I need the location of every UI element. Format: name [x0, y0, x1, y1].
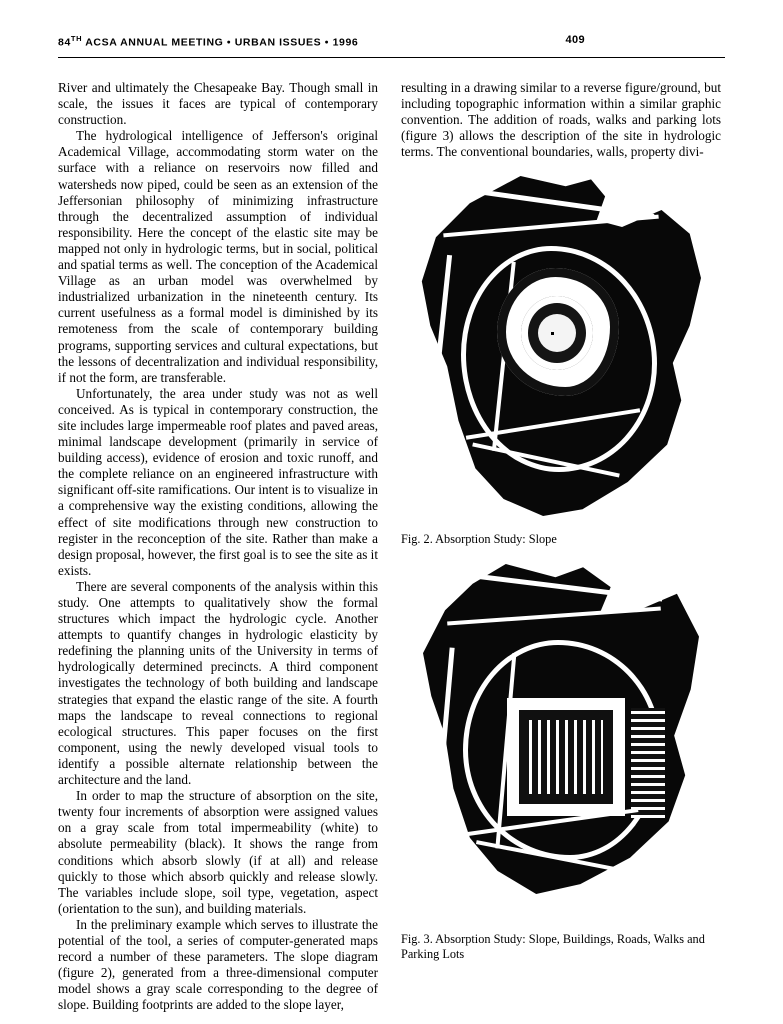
map-inner-core	[538, 314, 576, 352]
paragraph: There are several components of the analysis within this study. One attempts to qualitatively show the formal structures which impact the hydrologic cycle. Another attempts to quantify changes in hydrologic elasticity by redefining the planning units of the University in terms of hydrologically determined precincts. A third component investigates the technology of both building and landscape strategies that expand the elastic range of the site. A fourth maps the landscape to reveal connections to regional ecological structures. This paper focuses on the first component, using the newly developed visual tools to identify a possible alternate relationship between the architecture and the land.	[58, 578, 378, 788]
running-head	[58, 34, 725, 50]
running-head-ordinal-suffix: TH	[70, 34, 83, 43]
left-column	[58, 80, 378, 1013]
running-head-volume: 84	[58, 36, 71, 49]
running-head-title: ACSA ANNUAL MEETING • URBAN ISSUES • 1996	[82, 36, 359, 49]
figure-2-caption: Fig. 2. Absorption Study: Slope	[401, 532, 557, 546]
figure-2-image	[401, 172, 721, 524]
figure-3-image	[401, 558, 721, 926]
header-rule	[58, 57, 725, 58]
figure-3	[401, 558, 721, 962]
paragraph: River and ultimately the Chesapeake Bay. Though small in scale, the issues it faces are typical of contemporary construction.	[58, 80, 378, 128]
paragraph: In the preliminary example which serves to illustrate the potential of the tool, a series of computer-generated maps record a number of these parameters. The slope diagram (figure 2), generated from a three-dimensional computer model shows a gray scale corresponding to the degree of slope. Building footprints are added to the slope layer,	[58, 916, 378, 1013]
map-walks-hatch	[631, 708, 665, 818]
paragraph: The hydrological intelligence of Jefferson's original Academical Village, accommodating storm water on the surface with a reliance on reservoirs now filled and watersheds now piped, could be seen as an extension of the Jeffersonian philosophy of minimizing infrastructure through the decentralized assumption of individual responsibility. Here the concept of the elastic site may be mapped not only in hydrologic terms, but in social, political and spatial terms as well. The conception of the Academical Village as an urban model was overwhelmed by industrialized urbanization in the nineteenth century. Its current usefulness as a formal model is diminished by its remoteness from the scale of contemporary building programs, supporting services and cultural expectations, but the lessons of decentralization and individual responsibility, if not the form, are transferable.	[58, 128, 378, 385]
map-parking-stripes	[529, 720, 603, 794]
running-head-left	[58, 34, 358, 49]
paragraph: In order to map the structure of absorption on the site, twenty four increments of absorption were assigned values on a gray scale from total impermeability (white) to absolute permeability (black). It shows the range from conditions which absorb slowly (if at all) and release quickly to those which absorb quickly and release slowly. The variables include slope, soil type, vegetation, aspect (orientation to the sun), and building materials.	[58, 788, 378, 916]
page-number: 409	[565, 34, 585, 46]
right-column	[401, 80, 721, 160]
paragraph: resulting in a drawing similar to a reverse figure/ground, but including topographic information within a similar graphic convention. The addition of roads, walks and parking lots (figure 3) allows the description of the site in hydrologic terms. The conventional boundaries, walls, property divi-	[401, 80, 721, 160]
figure-3-caption: Fig. 3. Absorption Study: Slope, Buildings, Roads, Walks and Parking Lots	[401, 932, 705, 961]
map-marker	[551, 332, 554, 335]
figure-2	[401, 172, 721, 547]
paragraph: Unfortunately, the area under study was not as well conceived. As is typical in contemporary construction, the site includes large impermeable roof plates and paved areas, minimal landscape development (primarily in service of building access), evidence of erosion and toxic runoff, and the complete reliance on an engineered infrastructure with significant off-site ramifications. Our intent is to visualize in a comprehensive way the existing conditions, allowing the effect of site modifications through new construction to register in the reconception of the site. Rather than make a design proposal, however, the first goal is to see the site as it exists.	[58, 385, 378, 578]
